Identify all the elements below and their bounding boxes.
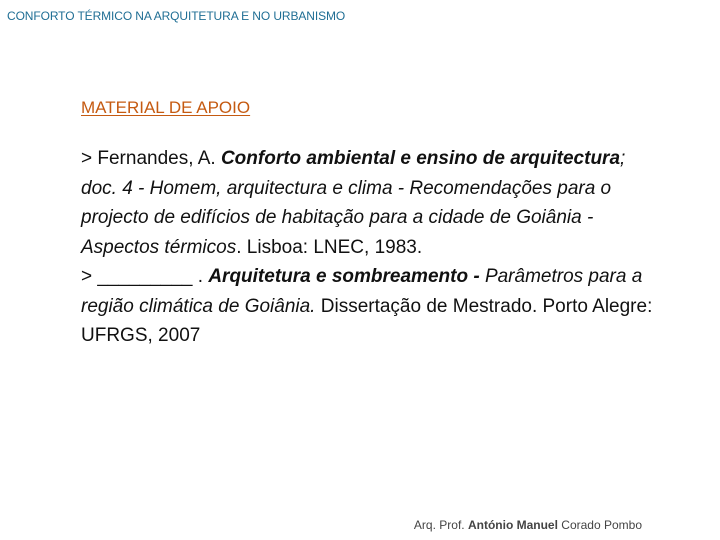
author-credit xyxy=(414,518,642,532)
reference-title: Arquitetura e sombreamento - xyxy=(208,266,485,287)
author-prefix: Arq. Prof. xyxy=(413,518,468,532)
reference-publication: Dissertação de Mestrado. Porto Alegre: UFRGS, 2007 xyxy=(81,295,653,346)
reference-publication: . Lisboa: LNEC, 1983. xyxy=(236,236,423,258)
support-material-section xyxy=(81,98,661,351)
reference-item-2 xyxy=(81,262,661,351)
reference-list xyxy=(81,144,661,351)
reference-prefix: > Fernandes, A. xyxy=(81,148,221,169)
reference-subtitle: ; doc. 4 - Homem, arquitectura e clima - Recomendações para o projecto de edifícios de habitação para a cidade de Goiânia - Aspectos térmicos xyxy=(81,148,626,258)
author-name: António Manuel xyxy=(467,518,558,532)
reference-prefix: > _________ . xyxy=(81,266,209,287)
reference-item-1 xyxy=(81,144,661,262)
presentation-header: CONFORTO TÉRMICO NA ARQUITETURA E NO URBANISMO xyxy=(7,9,346,23)
reference-subtitle: Parâmetros para a região climática de Goiânia. xyxy=(81,266,643,317)
section-title: MATERIAL DE APOIO xyxy=(81,98,251,117)
reference-title: Conforto ambiental e ensino de arquitectura xyxy=(220,148,621,169)
author-surname: Corado Pombo xyxy=(557,518,642,532)
